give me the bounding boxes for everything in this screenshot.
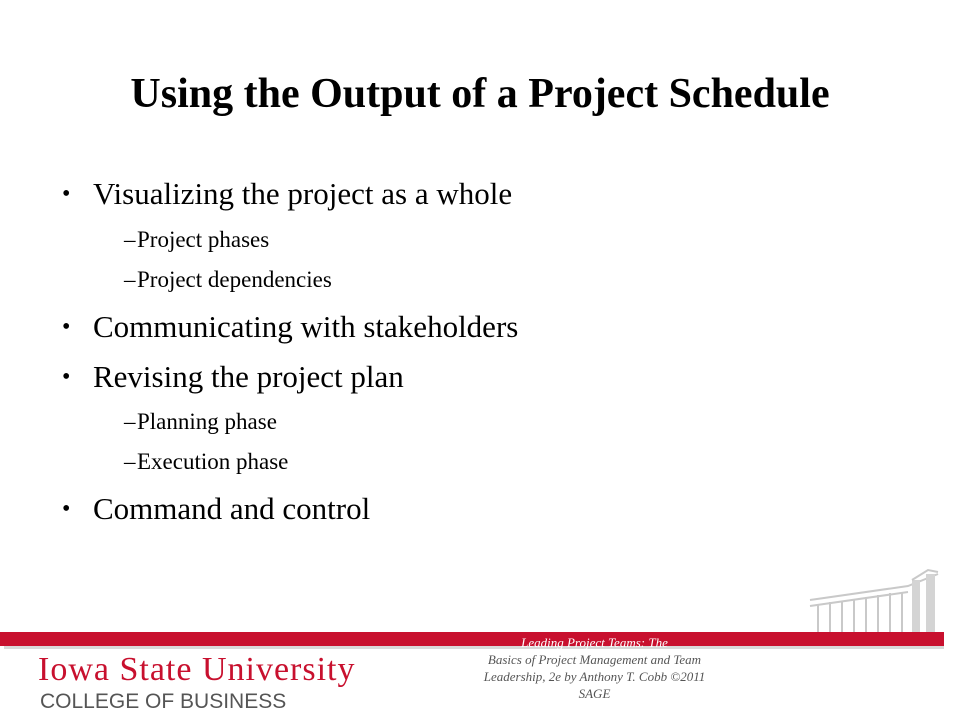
citation [482, 634, 707, 702]
sub-bullet-text: Execution phase [137, 449, 289, 474]
citation-line-1: Leading Project Teams: The [521, 635, 668, 650]
footer-bar-shadow [4, 646, 944, 649]
bullet-text: Visualizing the project as a whole [93, 176, 513, 211]
dash-icon: – [124, 409, 136, 434]
bullet-text: Command and control [93, 491, 371, 526]
slide-title: Using the Output of a Project Schedule [130, 71, 830, 117]
sub-bullet-text: Project dependencies [137, 267, 332, 292]
sub-bullet-text: Project phases [137, 227, 270, 252]
dash-icon: – [124, 267, 136, 292]
bullet-dot-icon: • [62, 314, 71, 340]
bullet-dot-icon: • [62, 364, 71, 390]
citation-line-2: Basics of Project Management and Team Leadership, 2e by Anthony T. Cobb ©2011 SAGE [483, 652, 706, 701]
bullet-text: Communicating with stakeholders [93, 309, 519, 344]
dash-icon: – [124, 227, 136, 252]
university-logo-text: Iowa State University [38, 651, 356, 688]
bullet-text: Revising the project plan [93, 359, 404, 394]
bullet-dot-icon: • [62, 181, 71, 207]
bullet-dot-icon: • [62, 496, 71, 522]
building-logo-icon [808, 568, 943, 634]
sub-bullet-text: Planning phase [137, 409, 277, 434]
footer-red-bar [0, 632, 944, 646]
dash-icon: – [124, 449, 136, 474]
college-name: COLLEGE OF BUSINESS [40, 690, 287, 713]
